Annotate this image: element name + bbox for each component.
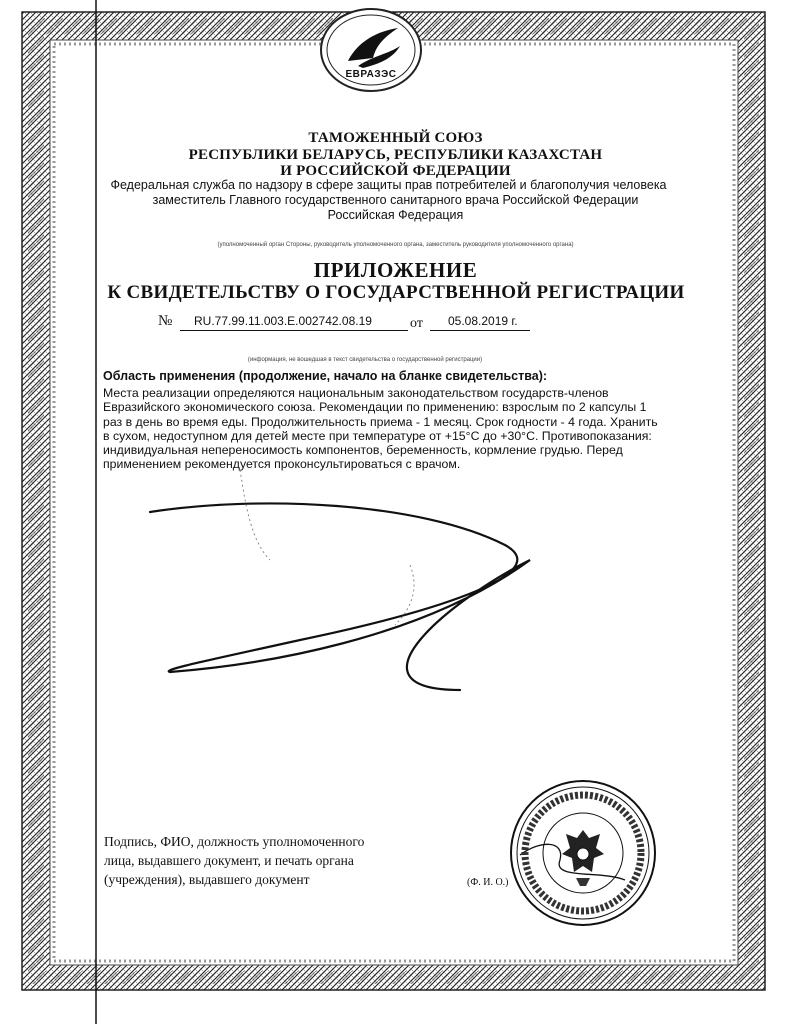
scope-line: Места реализации определяются национальным законодательством государств-членов	[103, 386, 609, 400]
header-line-2: РЕСПУБЛИКИ БЕЛАРУСЬ, РЕСПУБЛИКИ КАЗАХСТАН	[188, 147, 603, 163]
number-underline	[180, 330, 408, 331]
number-label: №	[158, 313, 173, 329]
org-line-2: заместитель Главного государственного санитарного врача Российской Федерации	[152, 193, 639, 207]
document-subtitle: К СВИДЕТЕЛЬСТВУ О ГОСУДАРСТВЕННОЙ РЕГИСТРАЦИИ	[107, 282, 685, 303]
scope-heading: Область применения (продолжение, начало на бланке свидетельства):	[103, 369, 548, 383]
signature-line-1: Подпись, ФИО, должность уполномоченного	[104, 834, 365, 849]
signature-block	[104, 832, 414, 889]
signature-line-2: лица, выдавшего документ, и печать органа	[104, 853, 354, 868]
emblem-label: ЕВРАЗЭС	[345, 69, 397, 80]
org-caption: (уполномоченный орган Стороны, руководитель уполномоченного органа, заместитель руководителя уполномоченного органа)	[217, 242, 574, 248]
registration-number: RU.77.99.11.003.E.002742.08.19	[194, 314, 372, 328]
scope-line: применением рекомендуется проконсультироваться с врачом.	[103, 457, 461, 472]
scope-line: в сухом, недоступном для детей месте при температуре от +15°С до +30°С. Противопоказания:	[103, 428, 652, 443]
registration-date: 05.08.2019 г.	[448, 314, 518, 328]
date-underline	[430, 330, 530, 331]
date-label: от	[410, 316, 423, 331]
scope-line: раз в день во время еды. Продолжительность приема - 1 месяц. Срок годности - 4 года. Хранить	[103, 414, 658, 429]
org-line-3: Российская Федерация	[327, 208, 464, 222]
registration-line	[158, 312, 538, 334]
official-stamp-icon	[508, 778, 658, 928]
document-title: ПРИЛОЖЕНИЕ	[313, 258, 478, 282]
eurasec-emblem-icon	[318, 6, 424, 94]
header-line-3: И РОССИЙСКОЙ ФЕДЕРАЦИИ	[280, 163, 511, 179]
eurasec-emblem	[318, 6, 424, 94]
info-caption: (информация, не вошедшая в текст свидетельства о государственной регистрации)	[247, 357, 483, 363]
header-line-1: ТАМОЖЕННЫЙ СОЮЗ	[308, 130, 483, 146]
fio-label: (Ф. И. О.)	[467, 877, 509, 888]
official-stamp	[508, 778, 658, 928]
scope-line: Евразийского экономического союза. Рекомендации по применению: взрослым по 2 капсулы 1	[103, 400, 647, 415]
scope-text	[103, 386, 658, 472]
org-line-1: Федеральная служба по надзору в сфере защиты прав потребителей и благополучия человека	[110, 178, 667, 192]
signature-line-3: (учреждения), выдавшего документ	[104, 872, 310, 887]
scope-line: индивидуальная непереносимость компонентов, беременность, кормление грудью. Перед	[103, 443, 623, 458]
